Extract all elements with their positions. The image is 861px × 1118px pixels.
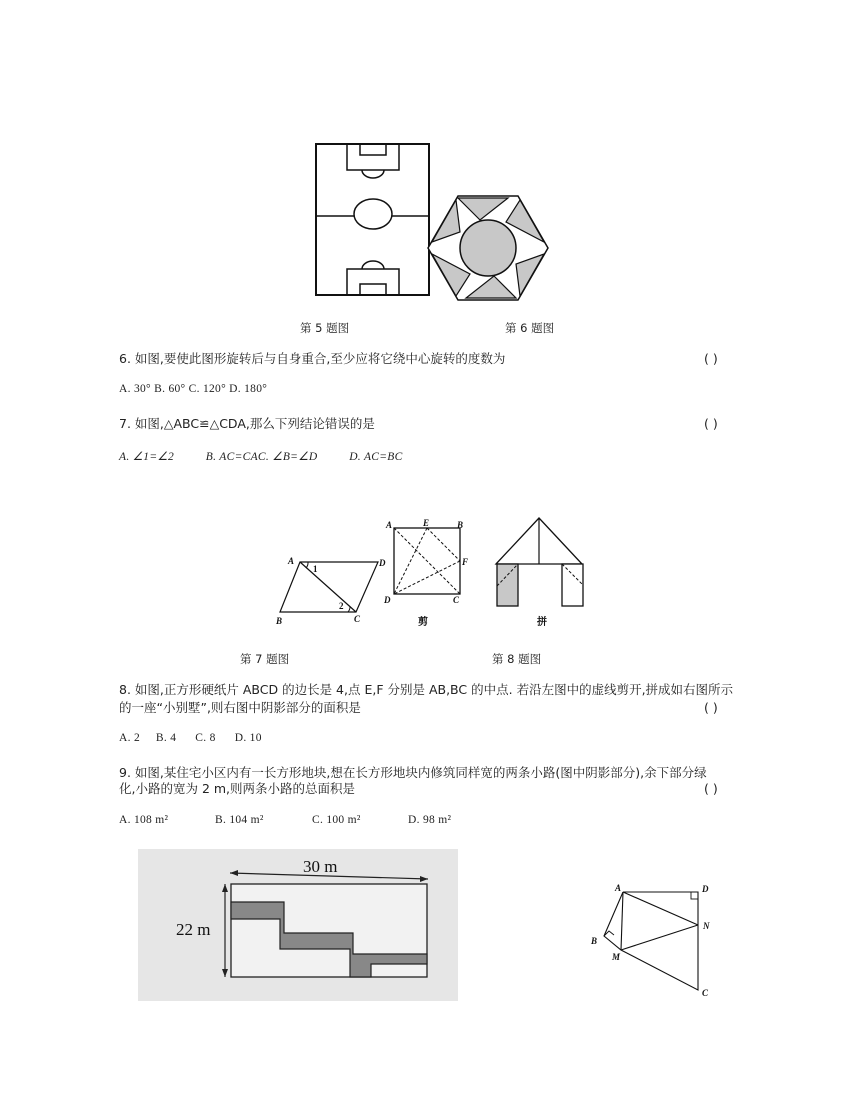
- caption-fig5: 第 5 题图: [300, 321, 350, 335]
- question-8-stem-line2: 的一座“小别墅”,则右图中阴影部分的面积是: [119, 700, 361, 715]
- figure-9-photo-plot: [138, 849, 458, 1001]
- question-9-option-b: B. 104 m²: [215, 814, 264, 826]
- label-assemble: 拼: [537, 617, 547, 628]
- figure-6-hexagon: [426, 194, 550, 302]
- label-c: C: [453, 595, 460, 605]
- label-cut: 剪: [418, 617, 428, 628]
- label-c: C: [354, 614, 361, 624]
- label-a: A: [288, 556, 295, 566]
- label-b: B: [591, 936, 598, 946]
- question-9-option-c: C. 100 m²: [312, 814, 361, 826]
- label-e: E: [423, 518, 430, 528]
- label-f: F: [462, 557, 469, 567]
- question-7-answer-paren: ( ): [704, 416, 718, 431]
- question-9-option-a: A. 108 m²: [119, 814, 169, 826]
- figure-5-soccer-field: [314, 142, 432, 298]
- figure-9-quadrilateral: [585, 880, 725, 1002]
- question-6-answer-paren: ( ): [704, 351, 718, 366]
- width-label: 30 m: [303, 857, 338, 876]
- right-wall: [562, 564, 583, 606]
- question-6-options: A. 30° B. 60° C. 120° D. 180°: [119, 383, 268, 395]
- label-angle-1: 1: [313, 564, 318, 574]
- question-7-options: A. ∠1=∠2 B. AC=CAC. ∠B=∠D D. AC=BC: [119, 451, 403, 463]
- outer-path: [604, 892, 698, 990]
- caption-fig8: 第 8 题图: [492, 652, 542, 666]
- inner-circle: [460, 220, 516, 276]
- question-9-stem-line1: 9. 如图,某住宅小区内有一长方形地块,想在长方形地块内修筑同样宽的两条小路(图中阴影部分),余下部分绿: [119, 765, 707, 780]
- question-9-stem-line2: 化,小路的宽为 2 m,则两条小路的总面积是: [119, 781, 356, 796]
- label-d: D: [379, 558, 386, 568]
- question-6-stem: 6. 如图,要使此图形旋转后与自身重合,至少应将它绕中心旋转的度数为: [119, 351, 506, 366]
- figure-8-square-cut: [378, 518, 474, 630]
- label-c: C: [702, 988, 709, 998]
- angle-1-arc: [306, 562, 308, 568]
- left-wall-shaded: [497, 564, 518, 606]
- caption-fig6: 第 6 题图: [505, 321, 555, 335]
- diagonal-ac: [300, 562, 356, 612]
- label-d: D: [384, 595, 391, 605]
- angle-2-arc: [348, 607, 350, 612]
- label-n: N: [703, 921, 710, 931]
- question-9-answer-paren: ( ): [704, 781, 718, 796]
- label-angle-2: 2: [339, 601, 344, 611]
- height-label: 22 m: [176, 920, 211, 939]
- question-8-options: A. 2 B. 4 C. 8 D. 10: [119, 732, 262, 744]
- figure-8-house: [492, 514, 592, 630]
- question-8-stem-line1: 8. 如图,正方形硬纸片 ABCD 的边长是 4,点 E,F 分别是 AB,BC 的中点. 若沿左图中的虚线剪开,拼成如右图所示: [119, 682, 734, 697]
- label-a: A: [386, 520, 393, 530]
- question-9-option-d: D. 98 m²: [408, 814, 452, 826]
- figure-7-parallelogram: [272, 552, 392, 628]
- caption-fig7: 第 7 题图: [240, 652, 290, 666]
- label-a: A: [615, 883, 622, 893]
- label-b: B: [276, 616, 283, 626]
- label-m: M: [612, 952, 621, 962]
- question-8-answer-paren: ( ): [704, 700, 718, 715]
- label-b: B: [457, 520, 464, 530]
- parallelogram-abcd: [280, 562, 378, 612]
- center-circle: [354, 199, 392, 229]
- question-7-stem: 7. 如图,△ABC≌△CDA,那么下列结论错误的是: [119, 416, 375, 431]
- label-d: D: [702, 884, 709, 894]
